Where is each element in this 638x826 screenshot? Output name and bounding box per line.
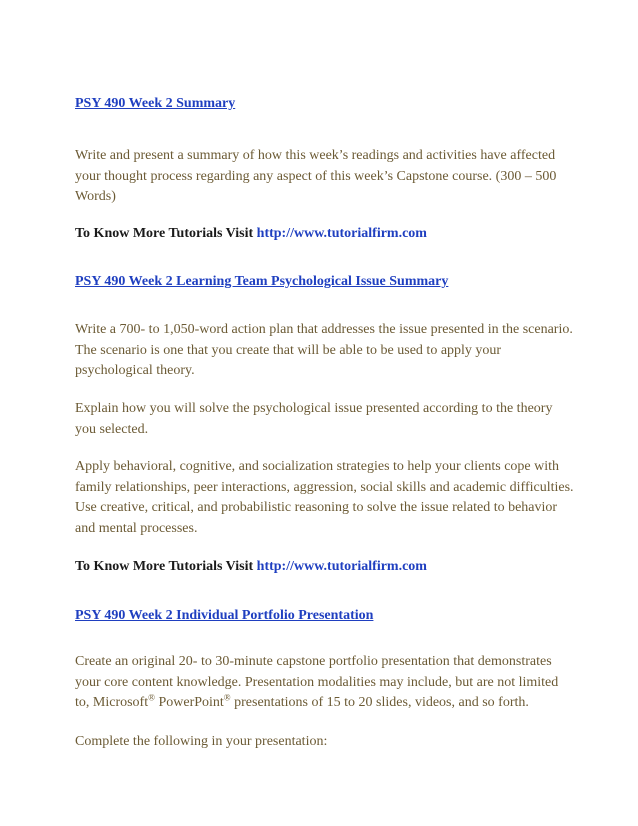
tutorial-label: To Know More Tutorials Visit xyxy=(75,226,257,241)
tutorial-promo-2 xyxy=(75,557,575,577)
paragraph-explain-solution: Explain how you will solve the psychological issue presented according to the theory you selected. xyxy=(75,401,553,437)
paragraph-portfolio-instructions xyxy=(75,652,575,714)
paragraph-action-plan: Write a 700- to 1,050-word action plan that addresses the issue presented in the scenario. The scenario is one that you create that will be able to be used to apply your psychological theory. xyxy=(75,322,573,378)
paragraph-apply-strategies: Apply behavioral, cognitive, and socialization strategies to help your clients cope with family relationships, peer interactions, aggression, social skills and academic difficulties. Use creative, critical, and probabilistic reasoning to solve the issue related to behavior and mental processes. xyxy=(75,459,574,536)
heading-portfolio-presentation[interactable]: PSY 490 Week 2 Individual Portfolio Presentation xyxy=(75,608,374,623)
paragraph-summary-instructions: Write and present a summary of how this week’s readings and activities have affected your thought process regarding any aspect of this week’s Capstone course. (300 – 500 Words) xyxy=(75,148,557,204)
tutorial-promo-1 xyxy=(75,224,575,244)
trademark-symbol: ® xyxy=(223,692,231,703)
paragraph-complete-following: Complete the following in your presentation: xyxy=(75,734,328,749)
tutorial-link[interactable]: http://www.tutorialfirm.com xyxy=(256,559,427,574)
trademark-symbol: ® xyxy=(148,692,155,703)
heading-week2-summary[interactable]: PSY 490 Week 2 Summary xyxy=(75,96,236,111)
product-name: PowerPoint xyxy=(154,695,224,710)
tutorial-label: To Know More Tutorials Visit xyxy=(75,559,257,574)
heading-learning-team-summary[interactable]: PSY 490 Week 2 Learning Team Psychological Issue Summary xyxy=(75,274,449,289)
portfolio-text-before: Create an original 20- to 30-minute capstone portfolio presentation that demonstrates your core content knowledge. Presentation modalities may include, but are not limited to, Microsoft xyxy=(75,654,559,710)
tutorial-link[interactable]: http://www.tutorialfirm.com xyxy=(256,226,427,241)
portfolio-text-after: presentations of 15 to 20 slides, videos, and so forth. xyxy=(230,695,529,710)
